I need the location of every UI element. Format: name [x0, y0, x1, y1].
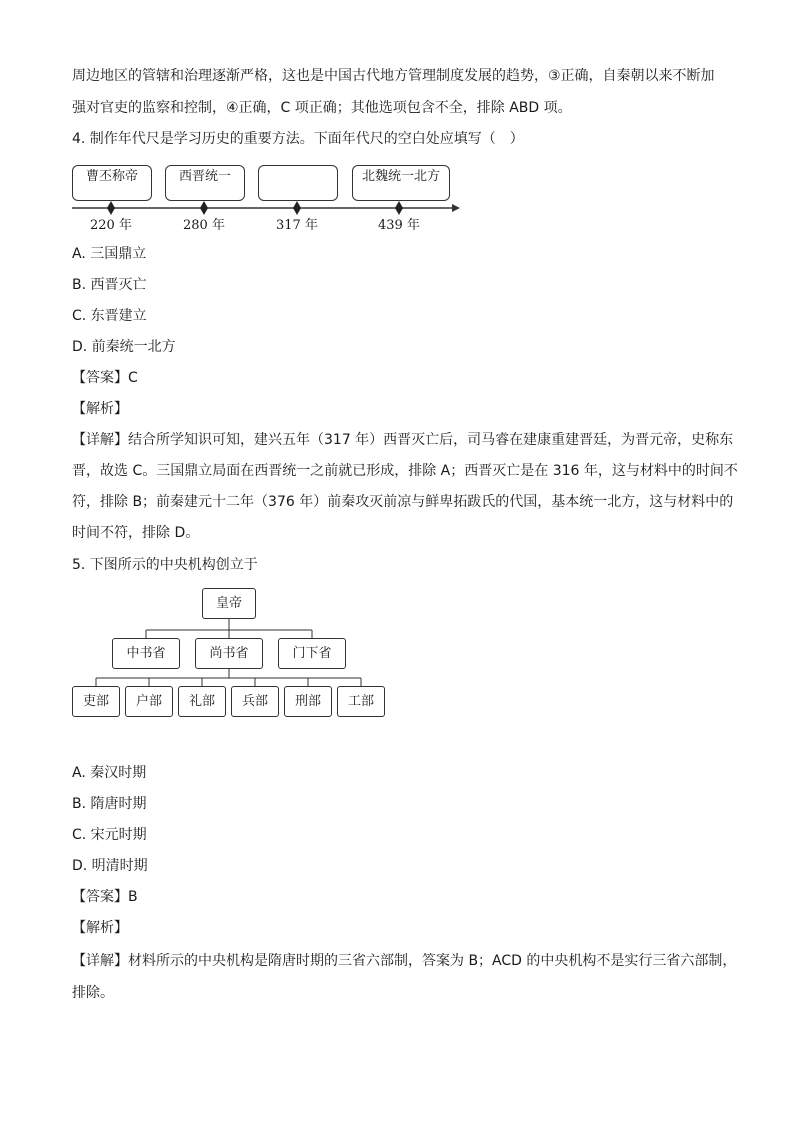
q4-stem: 4. 制作年代尺是学习历史的重要方法。下面年代尺的空白处应填写（ ）	[72, 131, 524, 147]
q5-stem: 5. 下图所示的中央机构创立于	[72, 557, 258, 573]
org-libu-rites: 礼部	[178, 686, 226, 717]
q5-detail-1: 【详解】材料所示的中央机构是隋唐时期的三省六部制，答案为 B；ACD 的中央机构不是实行三省六部制，	[72, 953, 737, 969]
q5-answer: 【答案】B	[72, 889, 138, 905]
q4-answer: 【答案】C	[72, 370, 138, 386]
org-shangshu: 尚书省	[195, 638, 263, 669]
org-menxia: 门下省	[278, 638, 346, 669]
q4-detail-2: 晋，故选 C。三国鼎立局面在西晋统一之前就已形成，排除 A；西晋灭亡是在 316 年，这与材料中的时间不	[72, 463, 738, 479]
org-bingbu: 兵部	[231, 686, 279, 717]
org-libu-personnel: 吏部	[72, 686, 120, 717]
timeline-label-3: 317 年	[276, 218, 318, 233]
q5-option-d: D. 明清时期	[72, 858, 148, 874]
timeline-label-4: 439 年	[378, 218, 420, 233]
q5-option-c: C. 宋元时期	[72, 827, 147, 843]
org-emperor: 皇帝	[202, 588, 256, 619]
q4-option-b: B. 西晋灭亡	[72, 277, 147, 293]
q4-option-a: A. 三国鼎立	[72, 246, 147, 262]
q5-option-b: B. 隋唐时期	[72, 796, 147, 812]
q5-analysis-title: 【解析】	[72, 920, 128, 936]
org-hubu: 户部	[125, 686, 173, 717]
org-gongbu: 工部	[337, 686, 385, 717]
timeline-label-1: 220 年	[90, 218, 132, 233]
q4-detail-3: 符，排除 B；前秦建元十二年（376 年）前秦攻灭前凉与鲜卑拓跋氏的代国，基本统一北方，这与材料中的	[72, 494, 734, 510]
q4-option-c: C. 东晋建立	[72, 308, 147, 324]
timeline-box-4: 北魏统一北方	[352, 165, 450, 201]
org-zhongshu: 中书省	[112, 638, 180, 669]
q5-detail-2: 排除。	[72, 985, 114, 1001]
timeline-box-2: 西晋统一	[165, 165, 245, 201]
q4-detail-1: 【详解】结合所学知识可知，建兴五年（317 年）西晋灭亡后，司马睿在建康重建晋廷，为晋元帝，史称东	[72, 432, 734, 448]
q5-option-a: A. 秦汉时期	[72, 765, 147, 781]
intro-line-1: 周边地区的管辖和治理逐渐严格，这也是中国古代地方管理制度发展的趋势，③正确，自秦朝以来不断加	[72, 68, 715, 84]
timeline-box-1: 曹丕称帝	[72, 165, 152, 201]
intro-line-2: 强对官吏的监察和控制，④正确，C 项正确；其他选项包含不全，排除 ABD 项。	[72, 100, 572, 116]
q4-analysis-title: 【解析】	[72, 401, 128, 417]
org-xingbu: 刑部	[284, 686, 332, 717]
timeline-label-2: 280 年	[183, 218, 225, 233]
q4-detail-4: 时间不符，排除 D。	[72, 525, 200, 541]
q4-option-d: D. 前秦统一北方	[72, 339, 176, 355]
